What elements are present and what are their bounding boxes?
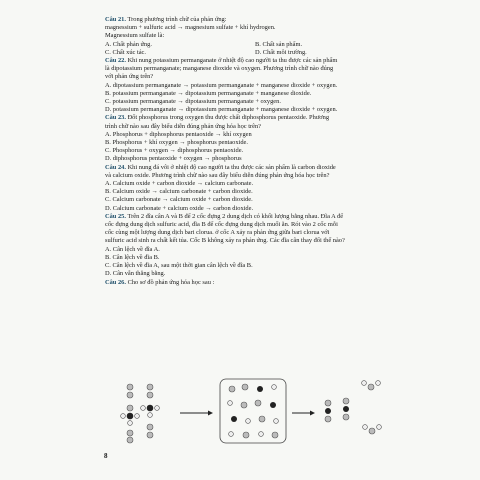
answer-option: A. dipotassium permanganate → potassium permanganate + manganese dioxide + oxygen.: [105, 81, 338, 89]
question-stem: [105, 114, 423, 122]
question-stem: [105, 164, 423, 172]
question-text: Đốt phosphorus trong oxygen thu được chất diphosphorus pentaoxide. Phương: [127, 114, 330, 122]
answer-option: A. Cân lệch về đĩa A.: [105, 245, 160, 253]
question-block: [105, 16, 423, 57]
answer-option: C. Phosphorus + oxygen → diphosphorus pentaoxide.: [105, 147, 244, 155]
question-stem: [105, 213, 423, 221]
answer-option: D. Calcium carbonate + calcium oxide → carbon dioxide.: [105, 204, 254, 212]
question-extra-line: Magnessium sulfate là:: [105, 32, 165, 40]
question-number: Câu 22.: [105, 57, 126, 65]
question-text: cốc cùng một lượng dung dịch bari clorua. ở cốc A xảy ra phản ứng giữa bari clorua với: [105, 229, 330, 237]
reactant-molecules-1: [121, 384, 140, 443]
answer-row: [105, 49, 423, 57]
question-block: [105, 114, 423, 163]
answer-option: C. Calcium carbonate → calcium oxide + carbon dioxide.: [105, 196, 253, 204]
question-stem-line: [105, 65, 423, 73]
reaction-diagram: [120, 375, 390, 445]
question-text: Trong phương trình chữ của phản ứng:: [127, 16, 227, 23]
intermediate-box: [220, 379, 286, 443]
question-block: [105, 57, 423, 114]
answer-option: D. potassium permanganate → dipotassium permanganate + manganese dioxide + oxygen.: [105, 106, 338, 114]
question-text: sulfuric acid sinh ra chất kết tủa. Cốc B không xảy ra phản ứng. Các đĩa cân thay đổi thế nào?: [105, 237, 345, 245]
answer-option: B. Calcium oxide → calcium carbonate + carbon dioxide.: [105, 188, 253, 196]
answer-option: B. Cân lệch về đĩa B.: [105, 253, 160, 261]
reaction-arrow-1: [180, 411, 213, 416]
answer-option: C. potassium permanganate → dipotassium permanganate + oxygen.: [105, 98, 281, 106]
question-block: [105, 213, 423, 279]
answer-option: A. Calcium oxide + carbon dioxide → calcium carbonate.: [105, 180, 254, 188]
answer-row: [105, 41, 423, 49]
question-number: Câu 26.: [105, 278, 126, 286]
answer-option: A. Chất phản ứng.: [105, 40, 152, 48]
answer-option: A. Phosphorus + diphosphorus pentaoxide → khí oxygen: [105, 130, 252, 138]
question-stem: [105, 279, 423, 287]
question-block: [105, 279, 423, 287]
question-text: trình chữ nào sau đây biểu diễn đúng phản ứng hóa học trên?: [105, 122, 261, 130]
question-text: cốc đựng dung dịch sulfuric acid, đĩa B để cốc đựng dung dịch muối ăn. Rót vào 2 cốc mỗi: [105, 221, 338, 229]
product-molecules: [325, 381, 381, 434]
question-stem-line: [105, 123, 423, 131]
answer-option: C. Chất xúc tác.: [105, 48, 146, 56]
question-text: với phản ứng trên?: [105, 73, 154, 81]
question-text: Cho sơ đồ phản ứng hóa học sau :: [127, 278, 215, 286]
question-list: [105, 16, 423, 287]
question-stem: [105, 16, 423, 24]
answer-option: C. Cân lệch về đĩa A, sau một thời gian cân lệch về đĩa B.: [105, 262, 253, 270]
answer-option: B. Phosphorus + khí oxygen → phosphorus pentaoxide.: [105, 139, 248, 147]
reactant-molecules-2: [141, 384, 160, 438]
question-text: là dipotassium permanganate; manganese dioxide và oxygen. Phương trình chữ nào đúng: [105, 65, 334, 73]
question-text: Khi nung đá vôi ở nhiệt độ cao người ta thu được các sản phẩm là carbon dioxide: [127, 163, 336, 171]
question-extra-line: magnessium + sulfuric acid → magnesium sulfate + khí hydrogen.: [105, 24, 276, 32]
question-number: Câu 21.: [105, 16, 126, 23]
question-number: Câu 23.: [105, 114, 126, 122]
answer-option: B. Chất sản phẩm.: [255, 40, 303, 48]
question-stem: [105, 57, 423, 65]
answer-option: D. Chất môi trường.: [255, 48, 307, 56]
question-text: Trên 2 đĩa cân A và B để 2 cốc đựng 2 dung dịch có khối lượng bằng nhau. Đĩa A để: [127, 212, 344, 220]
question-number: Câu 25.: [105, 212, 126, 220]
question-stem-line: [105, 237, 423, 245]
question-text: và calcium oxide. Phương trình chữ nào sau đây biểu diễn đúng phản ứng hóa học trên?: [105, 171, 330, 179]
page-number: 8: [104, 452, 108, 460]
answer-option: D. Cân vẫn thăng bằng.: [105, 270, 166, 278]
question-number: Câu 24.: [105, 163, 126, 171]
question-block: [105, 164, 423, 213]
question-stem-line: [105, 73, 423, 81]
reaction-arrow-2: [292, 411, 315, 416]
answer-option: D. diphosphorus pentaoxide + oxygen → phosphorus: [105, 155, 242, 163]
question-stem-line: [105, 221, 423, 229]
question-stem-line: [105, 229, 423, 237]
answer-option: B. potassium permanganate → dipotassium permanganate + manganese dioxide.: [105, 89, 312, 97]
question-text: Khi nung potassium permanganate ở nhiệt độ cao người ta thu được các sản phẩm: [127, 57, 338, 65]
question-stem-line: [105, 172, 423, 180]
